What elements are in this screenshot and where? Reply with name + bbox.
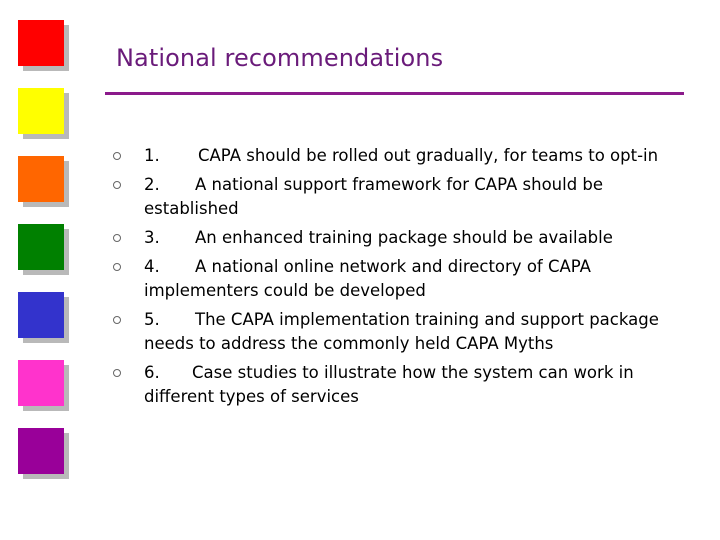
circle-bullet-icon: [113, 263, 121, 271]
list-item: [110, 255, 690, 303]
item-number: 5.: [144, 310, 160, 329]
item-number: 6.: [144, 363, 160, 382]
list-item: [110, 308, 690, 356]
item-text: A national online network and directory of CAPA implementers could be developed: [144, 257, 591, 300]
circle-bullet-icon: [113, 181, 121, 189]
recommendations-list: [110, 144, 690, 414]
pink-square: [18, 360, 70, 412]
orange-square: [18, 156, 70, 208]
blue-square: [18, 292, 70, 344]
green-square: [18, 224, 70, 276]
circle-bullet-icon: [113, 316, 121, 324]
item-text: Case studies to illustrate how the system can work in different types of services: [144, 363, 634, 406]
slide-title: National recommendations: [116, 44, 444, 72]
list-item: [110, 144, 690, 168]
purple-square: [18, 428, 70, 480]
item-text: CAPA should be rolled out gradually, for teams to opt-in: [198, 146, 659, 165]
item-text: The CAPA implementation training and support package needs to address the commonly held CAPA Myths: [144, 310, 659, 353]
list-item: [110, 226, 690, 250]
item-number: 3.: [144, 228, 160, 247]
yellow-square: [18, 88, 70, 140]
circle-bullet-icon: [113, 152, 121, 160]
red-square: [18, 20, 70, 72]
item-number: 2.: [144, 175, 160, 194]
circle-bullet-icon: [113, 369, 121, 377]
list-item: [110, 173, 690, 221]
item-text: An enhanced training package should be available: [195, 228, 613, 247]
item-number: 4.: [144, 257, 160, 276]
item-number: 1.: [144, 146, 160, 165]
circle-bullet-icon: [113, 234, 121, 242]
item-text: A national support framework for CAPA should be established: [144, 175, 604, 218]
title-divider: [105, 92, 684, 95]
list-item: [110, 361, 690, 409]
